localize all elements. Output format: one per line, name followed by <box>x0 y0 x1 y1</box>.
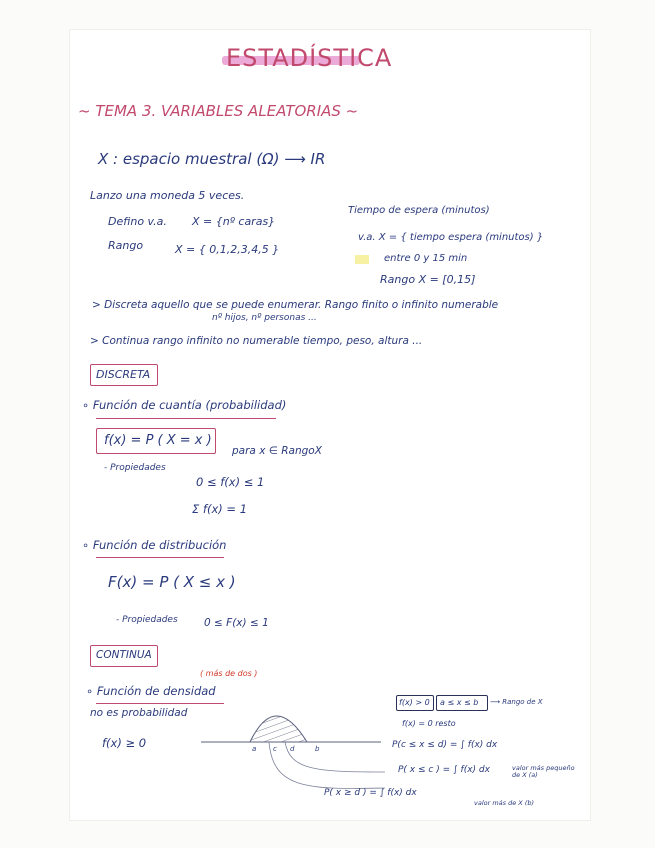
highlight-mark <box>355 255 369 264</box>
valor-max-note: valor más de X (b) <box>474 799 535 807</box>
propiedades-label: - Propiedades <box>104 463 166 473</box>
propiedad-rango: 0 ≤ f(x) ≤ 1 <box>196 475 265 489</box>
distribucion-underline <box>96 557 224 558</box>
rango-value: X = { 0,1,2,3,4,5 } <box>175 243 280 256</box>
distribucion-title: ∘ Función de distribución <box>82 538 227 552</box>
page-title: ESTADÍSTICA <box>226 44 393 72</box>
range-interval: a ≤ x ≤ b <box>440 698 479 707</box>
rango-de-x: ⟶ Rango de X <box>490 698 543 706</box>
defino-label: Defino v.a. <box>108 215 167 228</box>
tema-heading: ~ TEMA 3. VARIABLES ALEATORIAS ~ <box>78 102 359 120</box>
tiempo-label: Tiempo de espera (minutos) <box>348 205 490 216</box>
va-tiempo: v.a. X = { tiempo espera (minutos) } <box>358 232 544 243</box>
propiedad-suma: Σ f(x) = 1 <box>192 502 248 516</box>
prob-x-c: P( x ≤ c ) = ∫ f(x) dx <box>398 765 490 775</box>
discreta-definition: > Discreta aquello que se puede enumerar. Rango finito o infinito numerable <box>92 299 499 311</box>
discreta-heading: DISCRETA <box>96 368 151 381</box>
densidad-note: ( más de dos ) <box>200 669 258 678</box>
defino-value: X = {nº caras} <box>192 215 276 228</box>
propiedad-distribucion: 0 ≤ F(x) ≤ 1 <box>204 617 269 629</box>
cuantia-formula: f(x) = P ( X = x ) <box>104 433 212 448</box>
random-variable-definition: X : espacio muestral (Ω) ⟶ IR <box>98 150 326 168</box>
f-zero-resto: f(x) = 0 resto <box>402 719 456 728</box>
cuantia-para: para x ∈ RangoX <box>232 445 322 457</box>
discreta-examples: nº hijos, nº personas ... <box>212 313 317 323</box>
prob-c-d: P(c ≤ x ≤ d) = ∫ f(x) dx <box>392 740 498 750</box>
axis-label-d: d <box>290 745 295 753</box>
rango-tiempo: Rango X = [0,15] <box>380 273 476 286</box>
prob-x-d: P( x ≥ d ) = ∫ f(x) dx <box>324 788 417 798</box>
axis-label-c: c <box>273 745 277 753</box>
f-positive: f(x) > 0 <box>399 698 430 707</box>
distribucion-formula: F(x) = P ( X ≤ x ) <box>108 573 236 591</box>
valor-min-note: valor más pequeño de X (a) <box>512 764 575 780</box>
densidad-positiva: f(x) ≥ 0 <box>102 736 147 750</box>
propiedades-label-2: - Propiedades <box>116 615 178 625</box>
cuantia-title: ∘ Función de cuantía (probabilidad) <box>82 398 287 412</box>
density-curve <box>250 716 307 742</box>
axis-label-b: b <box>315 745 320 753</box>
cuantia-underline <box>96 418 276 419</box>
axis-label-a: a <box>252 745 257 753</box>
coin-example-intro: Lanzo una moneda 5 veces. <box>90 189 245 202</box>
continua-heading: CONTINUA <box>96 649 152 661</box>
rango-label: Rango <box>108 239 144 252</box>
continua-definition: > Continua rango infinito no numerable tiempo, peso, altura ... <box>90 335 423 347</box>
entre-label: entre 0 y 15 min <box>384 253 468 264</box>
densidad-title: ∘ Función de densidad <box>86 684 216 698</box>
no-probabilidad: no es probabilidad <box>90 707 188 719</box>
